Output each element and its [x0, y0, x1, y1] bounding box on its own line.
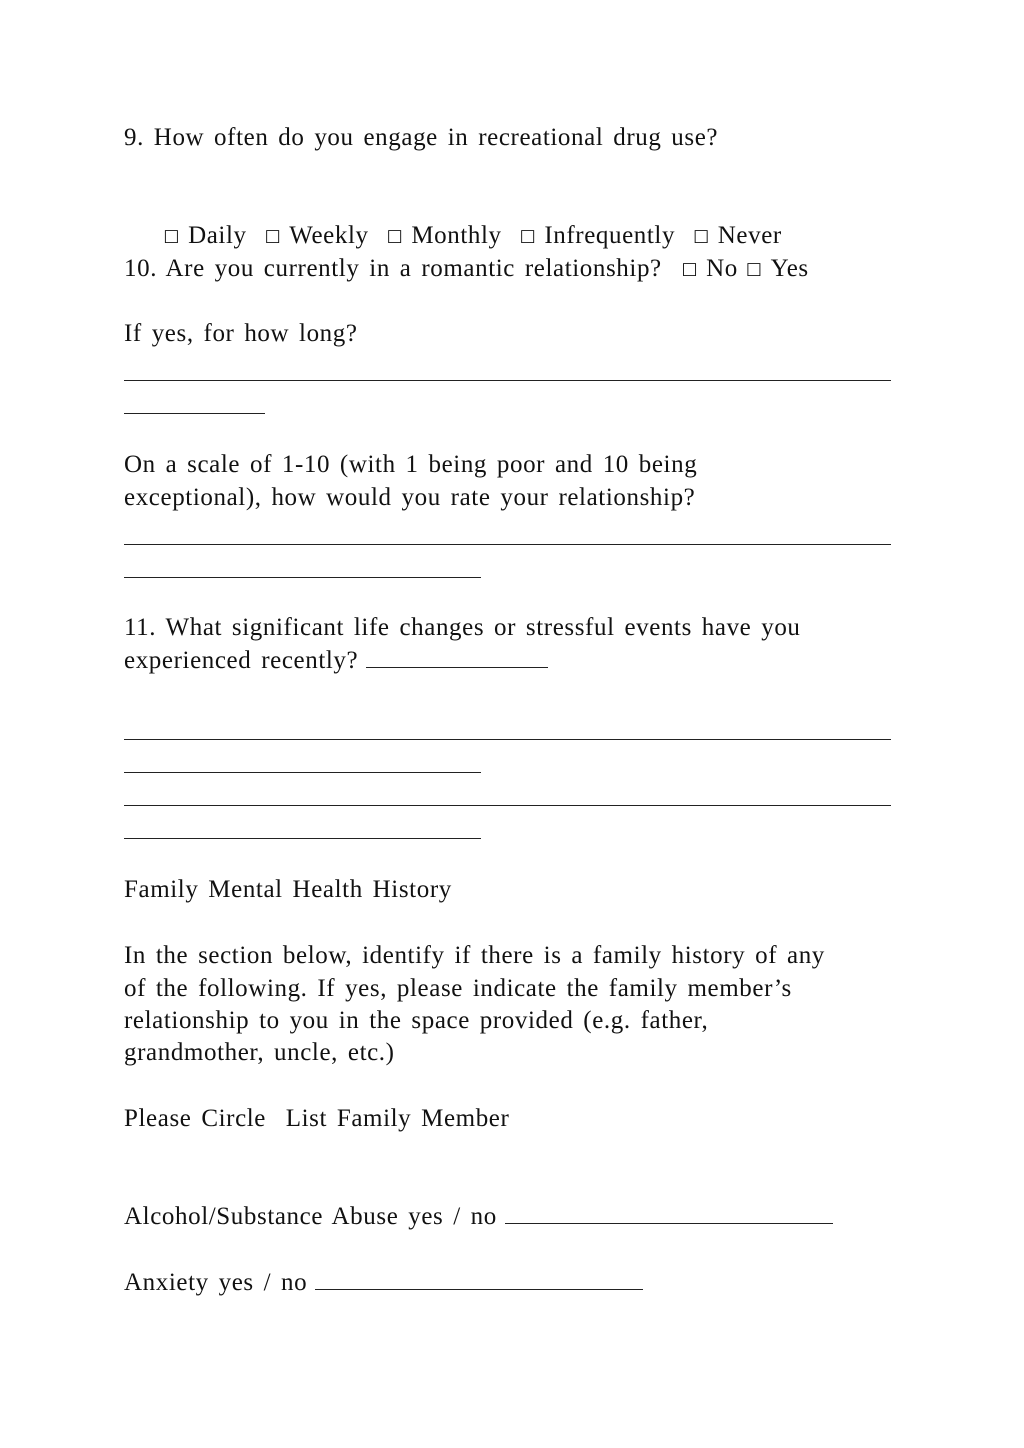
yes-no-choice[interactable]: yes / no	[218, 1269, 308, 1296]
family-instructions-3: relationship to you in the space provided (e.g. father,	[124, 1007, 709, 1034]
family-column-headers: Please Circle List Family Member	[124, 1105, 510, 1132]
q9-option-label: Weekly	[289, 222, 369, 249]
yes-no-choice[interactable]: yes / no	[408, 1203, 497, 1230]
answer-line[interactable]	[124, 838, 481, 839]
q10-option-yes[interactable]	[746, 253, 809, 287]
answer-line[interactable]	[124, 772, 481, 773]
family-row-label: Alcohol/Substance Abuse	[124, 1203, 399, 1230]
family-member-field[interactable]	[315, 1289, 643, 1290]
q9-option-weekly[interactable]	[265, 220, 369, 254]
checkbox-icon[interactable]: □	[386, 226, 404, 246]
q9-question: 9. How often do you engage in recreational drug use?	[124, 124, 719, 151]
family-instructions-1: In the section below, identify if there is a family history of any	[124, 942, 825, 969]
q10-option-label: Yes	[770, 255, 809, 282]
q9-option-daily[interactable]	[163, 220, 246, 254]
checkbox-icon[interactable]: □	[681, 259, 699, 279]
q10-scale-text-1: On a scale of 1-10 (with 1 being poor and 10 being	[124, 451, 698, 478]
checkbox-icon[interactable]: □	[264, 226, 282, 246]
answer-line[interactable]	[124, 739, 891, 740]
q9-option-label: Daily	[188, 222, 247, 249]
q11-question-2: experienced recently?	[124, 647, 359, 674]
q10-row	[124, 253, 827, 287]
answer-line[interactable]	[124, 544, 891, 545]
q11-question-1: 11. What significant life changes or stressful events have you	[124, 614, 801, 641]
q10-question: 10. Are you currently in a romantic relationship?	[124, 255, 662, 282]
q10-option-label: No	[706, 255, 738, 282]
q9-option-monthly[interactable]	[387, 220, 502, 254]
q9-option-label: Monthly	[411, 222, 502, 249]
answer-line[interactable]	[124, 413, 265, 414]
family-row-substance	[124, 1201, 833, 1233]
checkbox-icon[interactable]: □	[163, 226, 181, 246]
q10-option-no[interactable]	[681, 253, 737, 287]
answer-line[interactable]	[366, 667, 548, 668]
q9-option-never[interactable]	[693, 220, 782, 254]
answer-line[interactable]	[124, 577, 481, 578]
q9-option-label: Never	[717, 222, 782, 249]
answer-line[interactable]	[124, 805, 891, 806]
q11-question-2-row	[124, 645, 548, 677]
family-heading: Family Mental Health History	[124, 876, 452, 903]
family-row-anxiety	[124, 1267, 643, 1299]
q10-scale-text-2: exceptional), how would you rate your relationship?	[124, 484, 696, 511]
family-instructions-2: of the following. If yes, please indicate the family member’s	[124, 975, 792, 1002]
checkbox-icon[interactable]: □	[519, 226, 537, 246]
checkbox-icon[interactable]: □	[693, 226, 710, 246]
family-instructions-4: grandmother, uncle, etc.)	[124, 1039, 395, 1066]
checkbox-icon[interactable]: □	[745, 259, 763, 279]
answer-line[interactable]	[124, 380, 891, 381]
q10-followup: If yes, for how long?	[124, 320, 358, 347]
q9-option-infrequently[interactable]	[520, 220, 675, 254]
family-member-field[interactable]	[505, 1223, 833, 1224]
q9-option-label: Infrequently	[544, 222, 676, 249]
family-row-label: Anxiety	[124, 1269, 209, 1296]
